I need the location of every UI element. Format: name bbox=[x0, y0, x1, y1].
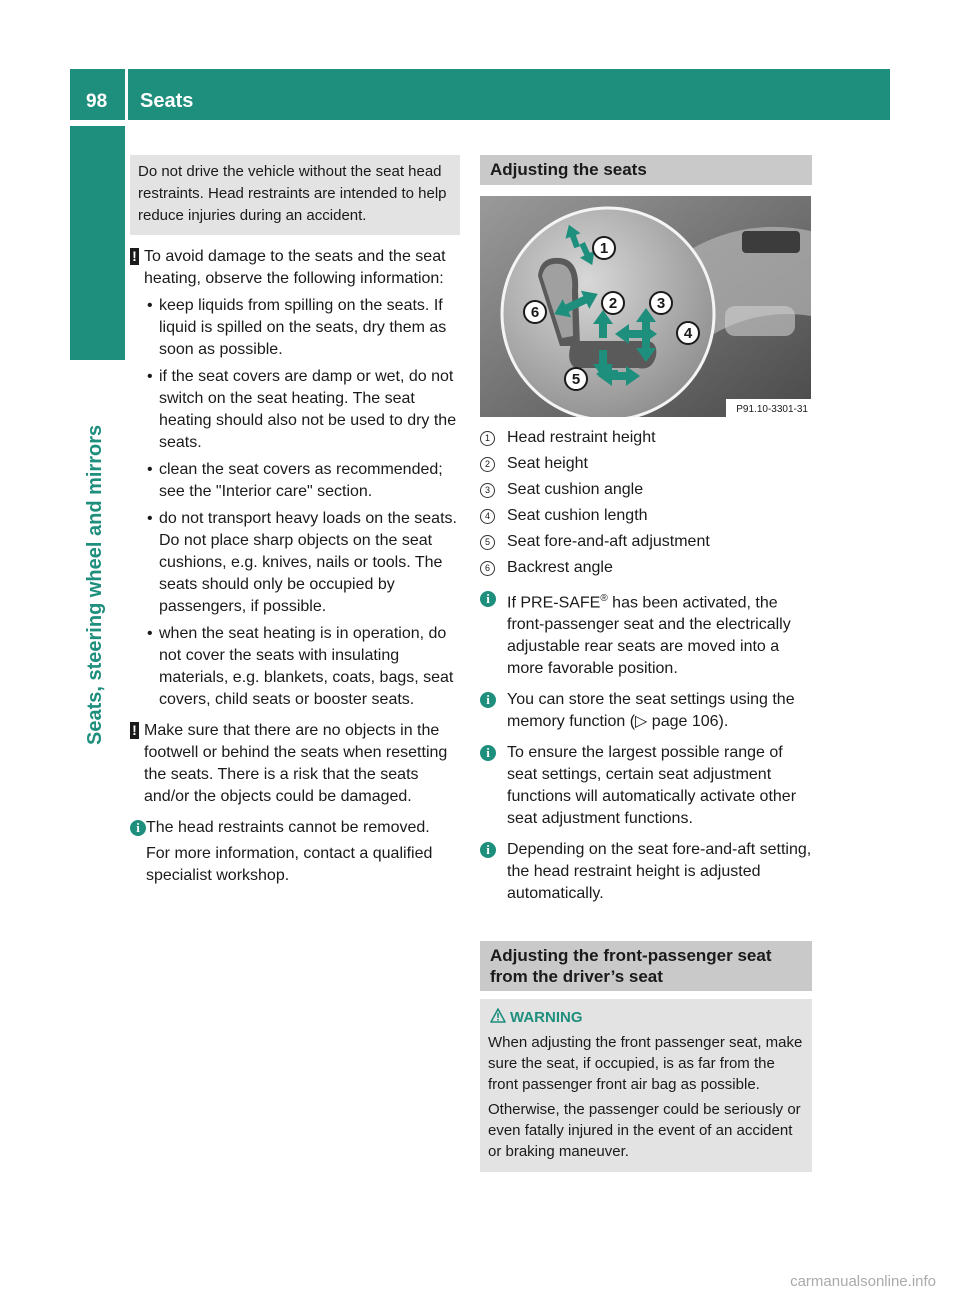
legend-number: 4 bbox=[480, 509, 495, 524]
figure-code: P91.10-3301-31 bbox=[736, 404, 808, 415]
info-icon: i bbox=[130, 820, 146, 836]
info-text-a: If PRE-SAFE bbox=[507, 594, 601, 612]
warning-paragraph: When adjusting the front passenger seat, make sure the seat, if occupied, is as far from the front passenger front air bag as possible. bbox=[488, 1034, 803, 1094]
callout-2: 2 bbox=[608, 295, 618, 312]
seat-controls-figure bbox=[480, 196, 811, 417]
notice-footwell bbox=[130, 720, 460, 808]
watermark: carmanualsonline.info bbox=[790, 1273, 936, 1290]
notice-text: To avoid damage to the seats and the seat heating, observe the following information: bbox=[144, 248, 446, 287]
info-text: The head restraints cannot be removed. bbox=[146, 819, 430, 836]
seat-controls-illustration bbox=[480, 196, 811, 417]
list-item: • clean the seat covers as recommended; see the "Interior care" section. bbox=[144, 459, 460, 503]
list-item: • keep liquids from spilling on the seats. If liquid is spilled on the seats, dry them as soon as possible. bbox=[144, 295, 460, 361]
info-head-restraints bbox=[130, 817, 460, 839]
callout-5: 5 bbox=[571, 371, 581, 388]
warning-paragraph: Otherwise, the passenger could be seriously or even fatally injured in the event of an accident or braking maneuver. bbox=[488, 1101, 801, 1161]
page-number: 98 bbox=[70, 69, 125, 120]
callout-1: 1 bbox=[599, 240, 609, 257]
bullet-list bbox=[144, 295, 460, 711]
legend-number: 1 bbox=[480, 431, 495, 446]
warning-title-text: WARNING bbox=[510, 1009, 583, 1027]
page-title: Seats bbox=[128, 69, 890, 120]
notice-text: Make sure that there are no objects in the footwell or behind the seats when resetting the seats. There is a risk that the seats and/or the objects could be damaged. bbox=[144, 722, 448, 805]
list-item: • when the seat heating is in operation, do not cover the seats with insulating materials, e.g. blankets, coats, bags, seat covers, child seats or booster seats. bbox=[144, 623, 460, 711]
list-item: • if the seat covers are damp or wet, do not switch on the seat heating. The seat heating should also not be used to dry the seats. bbox=[144, 366, 460, 454]
side-tab-label: Seats, steering wheel and mirrors bbox=[84, 424, 106, 745]
info-pre-safe bbox=[480, 588, 812, 680]
callout-4: 4 bbox=[683, 325, 693, 342]
warning-box bbox=[480, 999, 812, 1172]
info-text: You can store the seat settings using the memory function (▷ page 106). bbox=[507, 691, 795, 731]
warning-triangle-icon bbox=[490, 1008, 506, 1023]
legend-number: 2 bbox=[480, 457, 495, 472]
warning-continuation-box: Do not drive the vehicle without the seat head restraints. Head restraints are intended to help reduce injuries during an accident. bbox=[130, 155, 460, 235]
info-auto-head-restraint bbox=[480, 839, 812, 905]
notice-icon: ! bbox=[130, 722, 139, 739]
legend-label: Seat cushion angle bbox=[507, 481, 644, 498]
legend-item bbox=[480, 479, 812, 501]
section-heading-front-passenger: Adjusting the front-passenger seat from the driver’s seat bbox=[480, 941, 812, 991]
legend-label: Seat fore-and-aft adjustment bbox=[507, 533, 710, 550]
info-subtext: For more information, contact a qualified specialist workshop. bbox=[146, 845, 433, 884]
figure-legend bbox=[480, 427, 812, 579]
notice-seat-damage bbox=[130, 246, 460, 290]
callout-3: 3 bbox=[656, 295, 666, 312]
left-column bbox=[130, 155, 460, 887]
legend-label: Seat height bbox=[507, 455, 588, 472]
legend-item bbox=[480, 531, 812, 553]
legend-label: Backrest angle bbox=[507, 559, 613, 576]
right-column bbox=[480, 155, 812, 1172]
legend-number: 3 bbox=[480, 483, 495, 498]
info-icon: i bbox=[480, 842, 496, 858]
legend-item bbox=[480, 427, 812, 449]
legend-item bbox=[480, 505, 812, 527]
info-range bbox=[480, 742, 812, 830]
legend-number: 6 bbox=[480, 561, 495, 576]
notice-icon: ! bbox=[130, 248, 139, 265]
legend-number: 5 bbox=[480, 535, 495, 550]
warning-title bbox=[488, 1007, 804, 1028]
info-text-b: has been activated, the front-passenger seat and the electrically adjustable rear seats are moved into a more favorable position. bbox=[507, 594, 791, 678]
info-icon: i bbox=[480, 591, 496, 607]
legend-label: Seat cushion length bbox=[507, 507, 648, 524]
legend-item bbox=[480, 453, 812, 475]
section-heading-adjusting-seats: Adjusting the seats bbox=[480, 155, 812, 185]
legend-item bbox=[480, 557, 812, 579]
info-icon: i bbox=[480, 692, 496, 708]
info-text: To ensure the largest possible range of seat settings, certain seat adjustment functions will automatically activate other seat adjustment functions. bbox=[507, 744, 797, 828]
callout-6: 6 bbox=[530, 304, 540, 321]
info-icon: i bbox=[480, 745, 496, 761]
info-memory bbox=[480, 689, 812, 733]
side-tab-block bbox=[70, 126, 125, 360]
registered-mark: ® bbox=[600, 593, 608, 604]
list-item: • do not transport heavy loads on the seats. Do not place sharp objects on the seat cushions, e.g. knives, nails or tools. The seats should only be occupied by passengers, if possible. bbox=[144, 508, 460, 618]
legend-label: Head restraint height bbox=[507, 429, 656, 446]
info-text: Depending on the seat fore-and-aft setting, the head restraint height is adjusted automatically. bbox=[507, 841, 812, 903]
